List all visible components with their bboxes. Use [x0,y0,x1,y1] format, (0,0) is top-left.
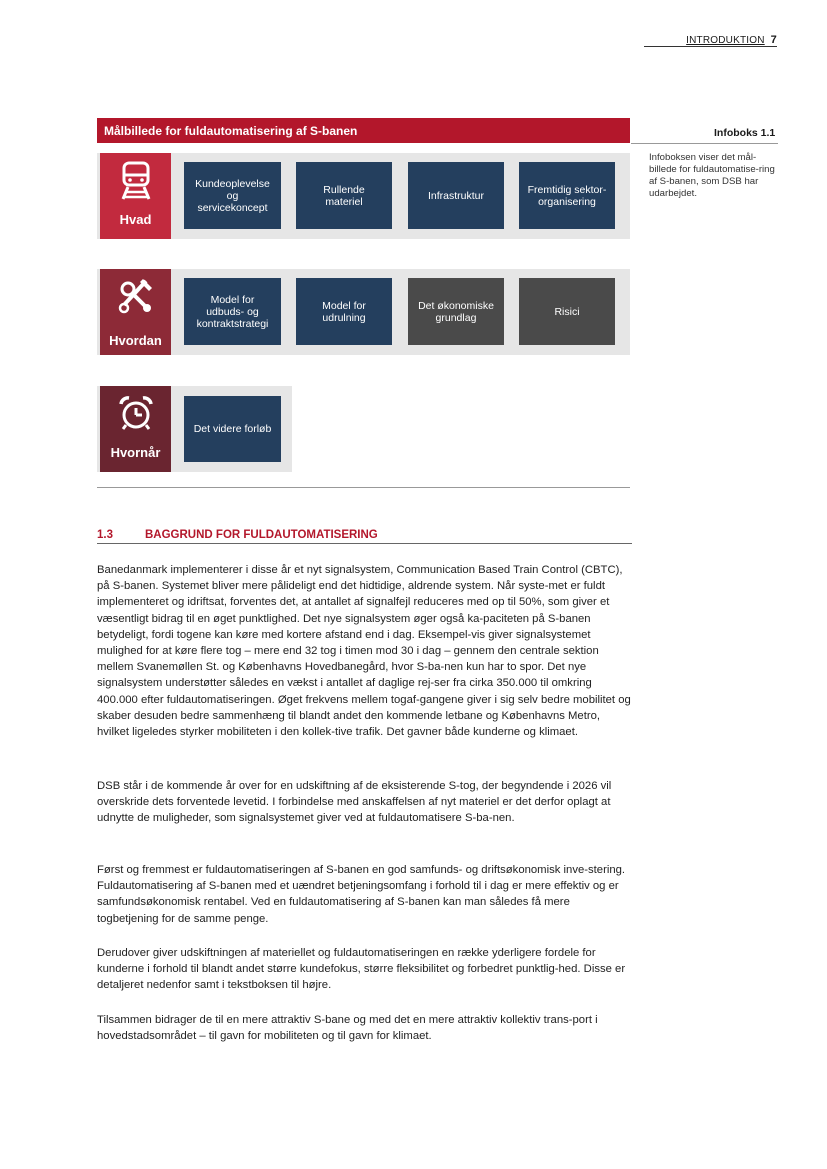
alarm-clock-icon [117,394,155,432]
section-number: 1.3 [97,529,113,541]
row-hvad-label: Hvad [119,212,152,227]
card-hvordan-4: Risici [519,278,615,345]
paragraph-text: Derudover giver udskiftningen af materiellet og fuldautomatiseringen en række yderligere fordele for kunderne i forhold til blandt andet større kundefokus, større fleksibilitet og forbedret punktlig-hed. Disse er detaljeret nedenfor samt i tekstboksen til højre. [97,947,626,992]
infobox-bottom-rule [97,487,630,488]
row-hvornaar-tile [100,386,171,472]
card-hvad-3: Infrastruktur [408,162,504,229]
body-paragraph-2 [97,778,632,827]
infobox-title: Målbillede for fuldautomatisering af S-banen [97,118,630,143]
tools-icon [116,275,156,315]
section-heading [97,529,632,544]
card-hvad-4: Fremtidig sektor- organisering [519,162,615,229]
card-hvordan-2: Model for udrulning [296,278,392,345]
running-header [686,34,777,46]
row-hvordan-label: Hvordan [109,333,162,348]
infobox-side-label: Infoboks 1.1 [714,127,776,139]
page-number: 7 [770,34,777,46]
paragraph-text: Først og fremmest er fuldautomatiseringen af S-banen en god samfunds- og driftsøkonomisk inve-stering. Fuldautomatisering af S-banen med et uændret betjeningsomfang i forhold til i dag er mere effektiv og er samfundsøkonomisk rentabel. Ved en fuldautomatisering af S-banen kan man således få mere togbetjening for de samme penge. [97,864,626,925]
card-hvornaar-1: Det videre forløb [184,396,281,462]
body-paragraph-4 [97,945,632,994]
infobox-side-rule [631,143,778,144]
train-icon [119,161,153,201]
header-rule [644,46,777,47]
card-hvad-2: Rullende materiel [296,162,392,229]
paragraph-text: DSB står i de kommende år over for en udskiftning af de eksisterende S-tog, der begyndende i 2026 vil overskride dets forventede levetid. I forbindelse med anskaffelsen af nyt materiel er det derfor oplagt at udnytte de muligheder, som signalsystemet giver ved at fuldautomatisere S-ba-nen. [97,780,612,825]
row-hvornaar-label: Hvornår [110,445,161,460]
body-paragraph-5 [97,1012,632,1044]
paragraph-text: Banedanmark implementerer i disse år et nyt signalsystem, Communication Based Train Control (CBTC), på S-banen. Systemet bliver mere pålideligt end det hidtidige, aldrende system. Når syste-met er fuldt implementeret og idriftsat, forventes det, at antallet af signalfejl reduceres med op til 50%, som giver et væsentligt bidrag til en øget punktlighed. Det nye signalsystem øger også ka-paciteten på S-banen betydeligt, fordi togene kan køre med kortere afstand end i dag. Eksempel-vis giver signalsystemet mulighed for at køre flere tog – mere end 32 tog i timen mod 30 i dag – gennem den centrale sektion mellem Svanemøllen St. og Københavns Hovedbanegård, hvor S-ba-nen kun har to spor. Det nye signalsystem understøtter således en vækst i antallet af daglige rej-ser fra cirka 350.000 til omkring 400.000 efter fuldautomatiseringen. Øget frekvens mellem togaf-gangene giver i sig selv bedre mobilitet og skaber desuden bedre sammenhæng til blandt andet den kommende letbane og Københavns Metro, hvilket ligeledes styrker mobiliteten i den kollek-tive trafik. Det gavner både kunderne og klimaet. [97,564,631,739]
running-header-section: INTRODUKTION [686,35,765,46]
card-hvordan-1: Model for udbuds- og kontraktstrategi [184,278,281,345]
row-hvad-tile [100,153,171,239]
infobox-side-text: Infoboksen viser det mål-billede for fuldautomatise-ring af S-banen, som DSB har udarbejdet. [649,152,775,199]
body-paragraph-3 [97,862,632,927]
body-paragraph-1 [97,562,632,740]
card-hvordan-3: Det økonomiske grundlag [408,278,504,345]
section-title: BAGGRUND FOR FULDAUTOMATISERING [145,529,378,541]
paragraph-text: Tilsammen bidrager de til en mere attraktiv S-bane og med det en mere attraktiv kollektiv trans-port i hovedstadsområdet – til gavn for mobiliteten og til gavn for klimaet. [97,1014,598,1043]
row-hvordan-tile [100,269,171,355]
card-hvad-1: Kundeoplevelse og servicekoncept [184,162,281,229]
